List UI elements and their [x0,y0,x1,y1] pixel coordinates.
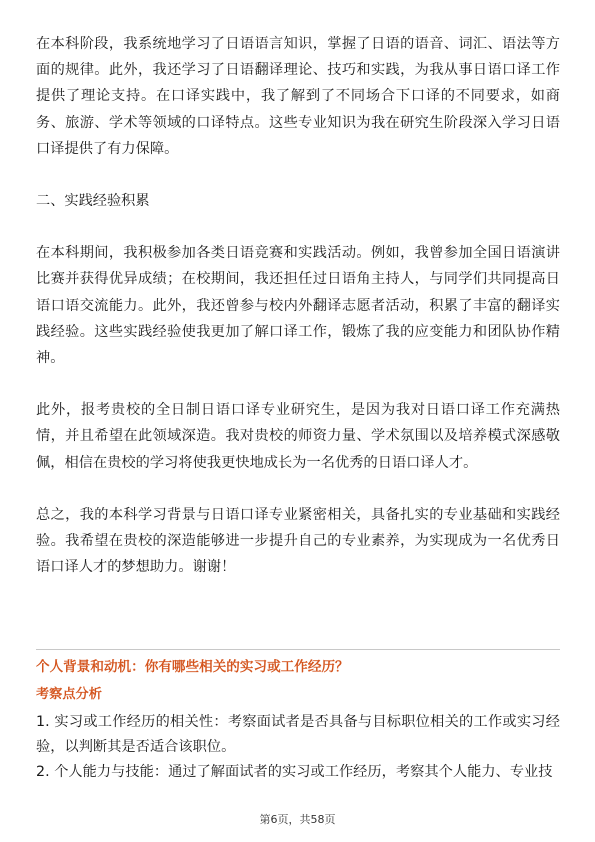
spacer [36,162,560,188]
spacer [36,371,560,397]
page-footer: 第6页，共58页 [259,813,336,826]
analysis-list [36,710,560,785]
paragraph-undergrad-knowledge: 在本科阶段，我系统地学习了日语语言知识，掌握了日语的语音、词汇、语法等方面的规律。此外，我还学习了日语翻译理论、技巧和实践，为我从事日语口译工作提供了理论支持。在口译实践中，我了解到了不同场合下口译的不同要求，如商务、旅游、学术等领域的口译特点。这些专业知识为我在研究生阶段深入学习日语口译提供了有力保障。 [36,36,560,157]
analysis-item: 2. 个人能力与技能：通过了解面试者的实习或工作经历，考察其个人能力、专业技 [36,764,553,780]
section-heading: 二、实践经验积累 [36,193,150,210]
analysis-title: 考察点分析 [36,687,102,702]
spacer [36,214,560,240]
body-content [36,31,560,580]
section-divider [36,649,560,650]
paragraph-practice-experience: 在本科期间，我积极参加各类日语竞赛和实践活动。例如，我曾参加全国日语演讲比赛并获得优异成绩；在校期间，我还担任过日语角主持人，与同学们共同提高日语口语交流能力。此外，我还曾参与校内外翻译志愿者活动，积累了丰富的翻译实践经验。这些实践经验使我更加了解口译工作，锻炼了我的应变能力和团队协作精神。 [36,245,560,367]
analysis-item: 1. 实习或工作经历的相关性：考察面试者是否具备与目标职位相关的工作或实习经验，以判断其是否适合该职位。 [36,714,560,755]
question-title: 个人背景和动机：你有哪些相关的实习或工作经历？ [36,659,349,675]
paragraph-conclusion: 总之，我的本科学习背景与日语口译专业紧密相关，具备扎实的专业基础和实践经验。我希望在贵校的深造能够进一步提升自己的专业素养，为实现成为一名优秀日语口译人才的梦想助力。谢谢！ [36,506,560,576]
paragraph-application-motivation: 此外，报考贵校的全日制日语口译专业研究生，是因为我对日语口译工作充满热情，并且希望在此领域深造。我对贵校的师资力量、学术氛围以及培养模式深感敬佩，相信在贵校的学习将使我更快地成长为一名优秀的日语口译人才。 [36,402,560,471]
spacer [36,476,560,502]
